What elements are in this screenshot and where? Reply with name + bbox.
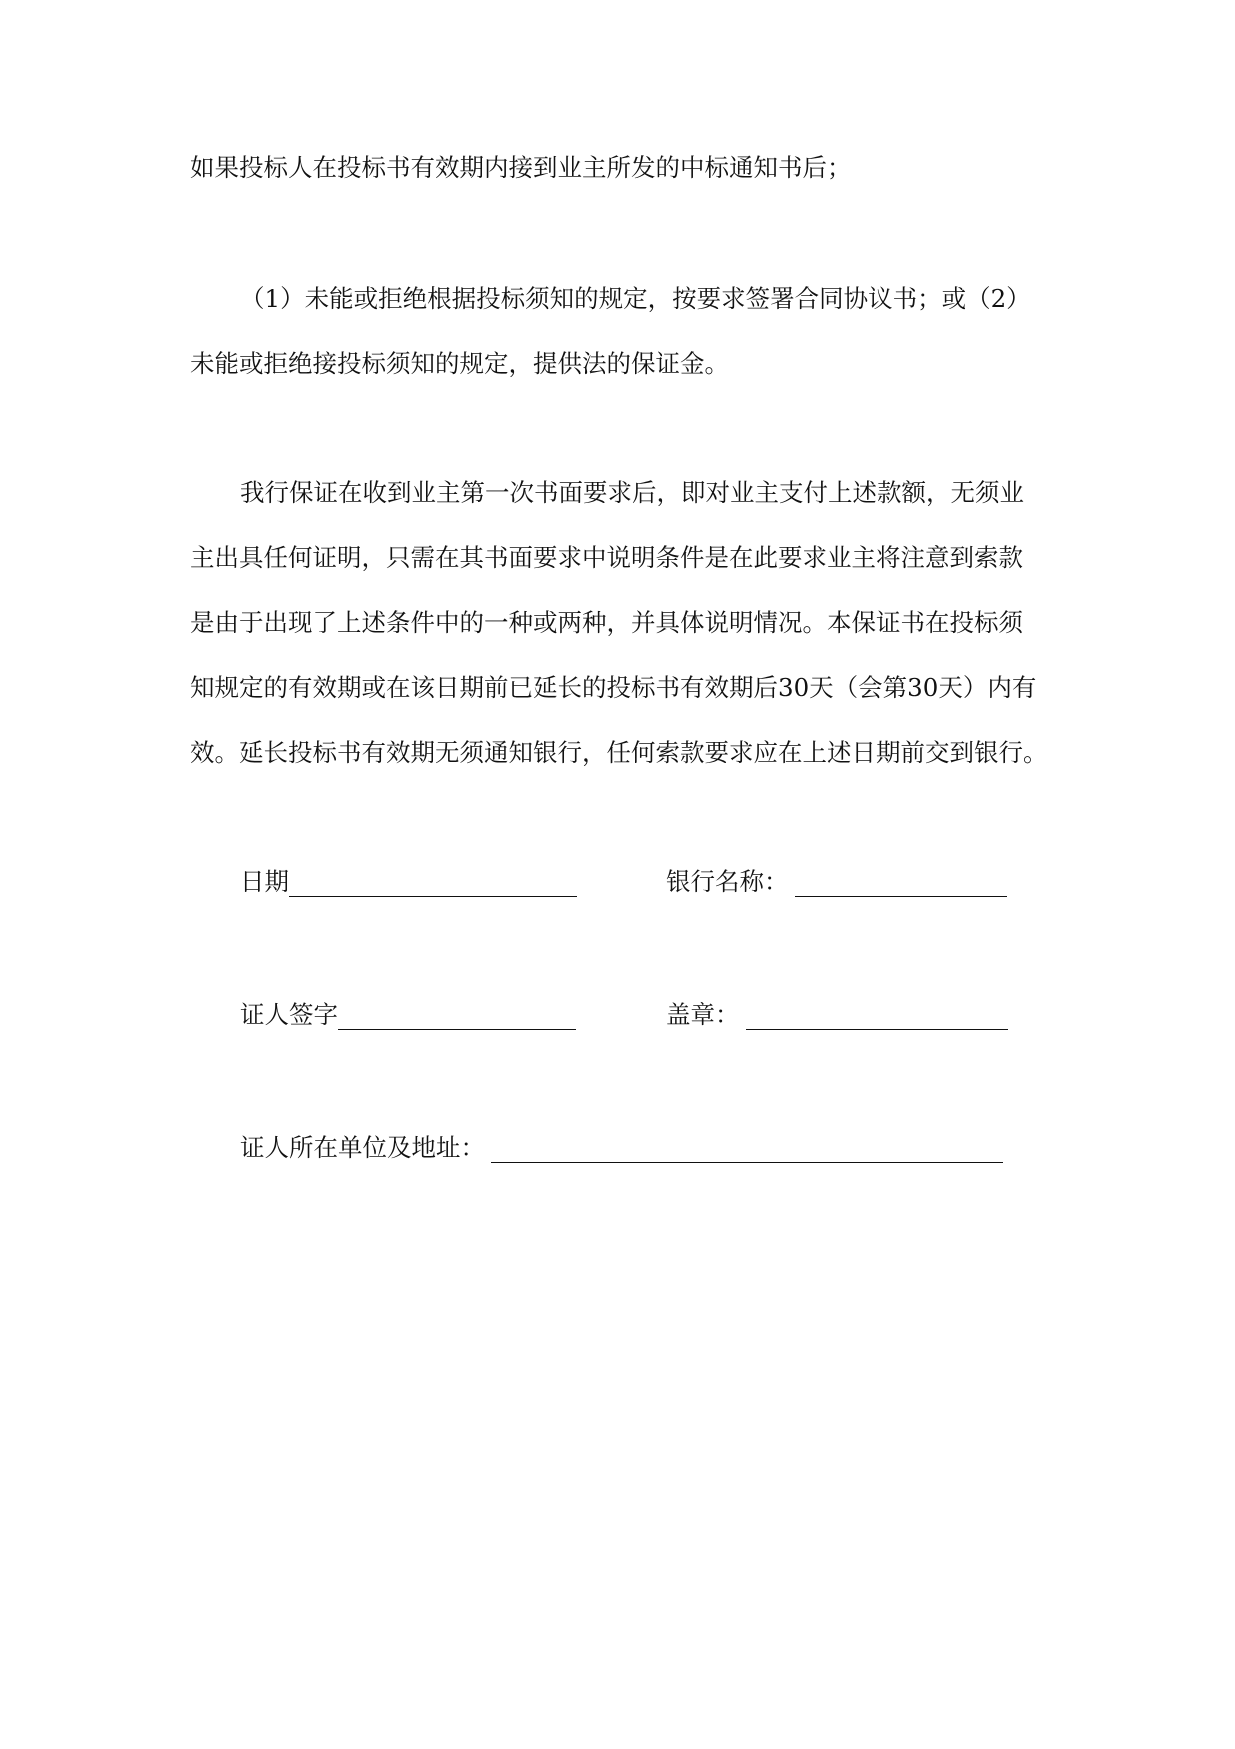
witness-signature-blank-line[interactable] [338,1003,576,1030]
witness-address-label: 证人所在单位及地址： [240,1133,485,1162]
paragraph-failure-conditions [190,266,1050,396]
paragraph-line: 效。延长投标书有效期无须通知银行，任何索款要求应在上述日期前交到银行。 [190,738,1048,767]
witness-address-field [240,1133,1003,1163]
bank-name-field [666,867,1007,897]
paragraph-bid-award-condition [190,135,1050,200]
date-field [240,867,577,897]
paragraph-line: （1）未能或拒绝根据投标须知的规定，按要求签署合同协议书；或（2） [240,284,1031,313]
witness-signature-label: 证人签字 [240,1000,338,1029]
paragraph-line: 如果投标人在投标书有效期内接到业主所发的中标通知书后； [190,153,852,182]
bank-name-blank-line[interactable] [795,870,1007,897]
witness-address-blank-line[interactable] [491,1136,1003,1163]
date-label: 日期 [240,867,289,896]
paragraph-line: 我行保证在收到业主第一次书面要求后，即对业主支付上述款额，无须业 [240,478,1024,507]
paragraph-line: 是由于出现了上述条件中的一种或两种，并具体说明情况。本保证书在投标须 [190,608,1023,637]
seal-field [666,1000,1008,1030]
seal-label: 盖章： [666,1000,740,1029]
date-blank-line[interactable] [289,870,577,897]
paragraph-line: 未能或拒绝接投标须知的规定，提供法的保证金。 [190,349,729,378]
seal-blank-line[interactable] [746,1003,1008,1030]
paragraph-bank-guarantee [190,460,1050,785]
paragraph-line: 知规定的有效期或在该日期前已延长的投标书有效期后30天（会第30天）内有 [190,673,1037,702]
witness-signature-field [240,1000,576,1030]
bank-name-label: 银行名称： [666,867,789,896]
paragraph-line: 主出具任何证明，只需在其书面要求中说明条件是在此要求业主将注意到索款 [190,543,1023,572]
